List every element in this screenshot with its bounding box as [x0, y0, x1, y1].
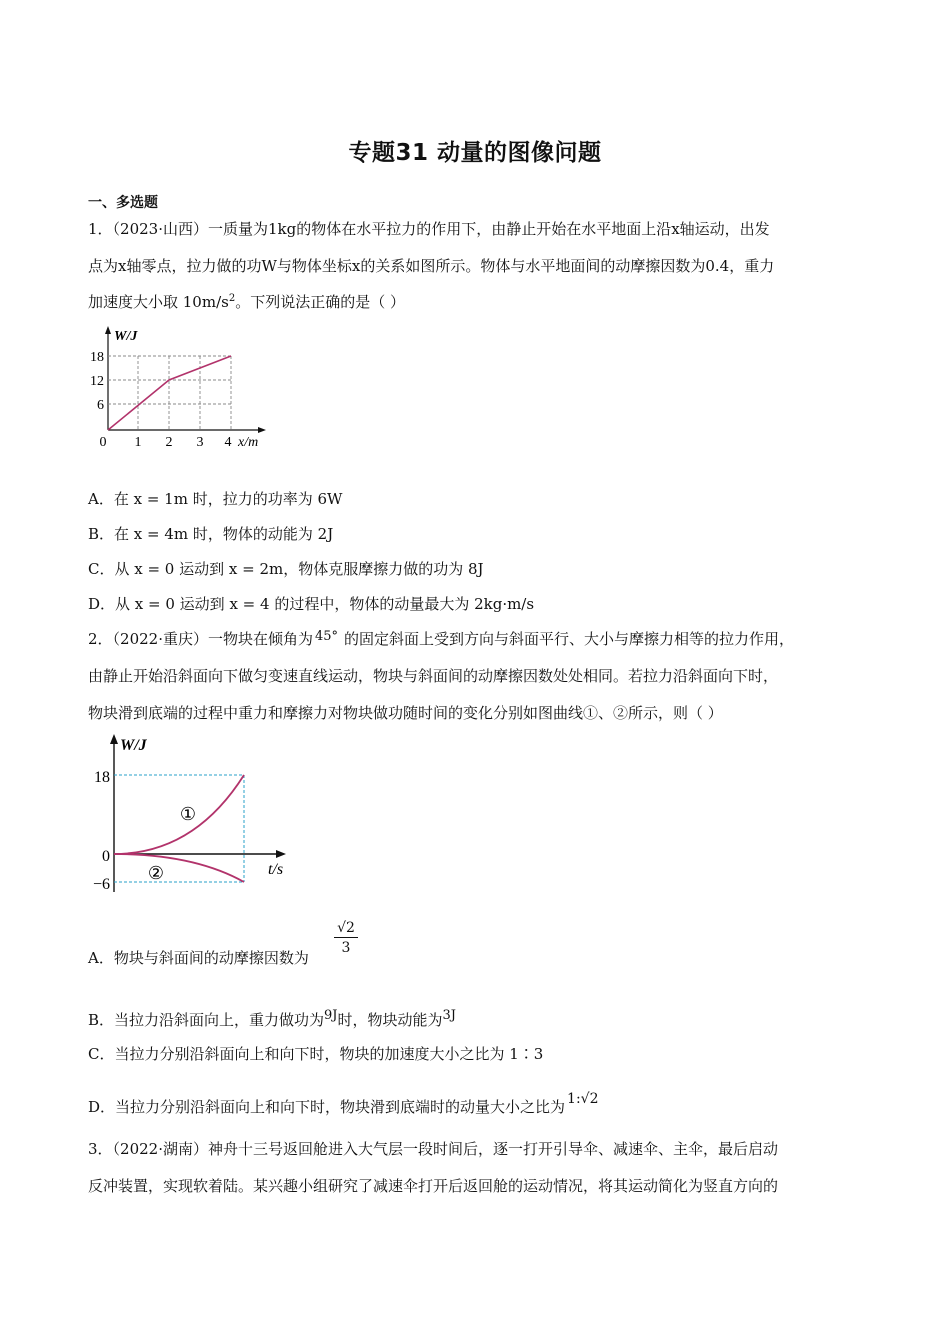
q2-option-d-value: 1:√2: [567, 1091, 599, 1107]
chart1-xtick-1: 1: [134, 435, 142, 450]
chart1-ytick-18: 18: [90, 350, 104, 365]
chart1-xtick-0: 0: [99, 435, 107, 450]
chart2-y-arrow: [110, 734, 118, 744]
fraction-denominator: 3: [341, 940, 351, 956]
q1-line-3-text: 加速度大小取 10m/s: [88, 293, 229, 311]
chart1-xtick-3: 3: [196, 435, 204, 450]
q2-option-b-value-1: 9J: [324, 1008, 338, 1023]
q1-option-d: D．从 x = 0 运动到 x = 4 的过程中，物体的动量最大为 2kg·m/s: [88, 595, 535, 613]
q3-line-2: 反冲装置，实现软着陆。某兴趣小组研究了减速伞打开后返回舱的运动情况，将其运动简化为竖直方向的: [88, 1177, 779, 1195]
q1-line-3-tail: 。下列说法正确的是（ ）: [235, 293, 405, 311]
section-heading: 一、多选题: [88, 195, 158, 211]
chart1-series-line: [108, 356, 231, 430]
q2-option-b-value-2: 3J: [442, 1008, 457, 1023]
chart2-ytick-0: 0: [102, 848, 110, 865]
chart2-x-arrow: [276, 850, 286, 858]
q2-option-b-text: B．当拉力沿斜面向上，重力做功为: [88, 1011, 325, 1029]
q2-option-b: [88, 1008, 456, 1030]
q2-option-d: [88, 1091, 598, 1117]
q2-option-d-text: D．当拉力分别沿斜面向上和向下时，物块滑到底端时的动量大小之比为: [88, 1098, 566, 1116]
q2-option-c: C．当拉力分别沿斜面向上和向下时，物块的加速度大小之比为 1∶3: [88, 1045, 544, 1063]
q1-option-a: A．在 x = 1m 时，拉力的功率为 6W: [88, 490, 343, 508]
q2-option-a-fraction: [334, 920, 358, 956]
chart1-ytick-12: 12: [90, 374, 104, 389]
chart2-guides: [114, 775, 244, 882]
chart1-ytick-6: 6: [97, 398, 104, 413]
chart2-ytick-neg6: −6: [92, 876, 110, 893]
fraction-numerator: √2: [334, 920, 358, 938]
chart1-x-arrow: [258, 427, 266, 433]
page-title: 专题31 动量的图像问题: [348, 140, 602, 166]
q2-line-1-text: 2．（2022·重庆）一物块在倾角为: [88, 630, 313, 648]
chart2-curve-1-label: ①: [179, 804, 197, 824]
q2-line-3: 物块滑到底端的过程中重力和摩擦力对物块做功随时间的变化分别如图曲线①、②所示，则（ ）: [88, 704, 723, 722]
q2-angle: 45°: [315, 629, 339, 644]
q1-line-2: 点为x轴零点，拉力做的功W与物体坐标x的关系如图所示。物体与水平地面间的动摩擦因数为0.4，重力: [88, 257, 775, 275]
q2-line-2: 由静止开始沿斜面向下做匀变速直线运动，物块与斜面间的动摩擦因数处处相同。若拉力沿斜面向下时，: [88, 667, 779, 685]
chart1-xlabel: x/m: [238, 435, 259, 450]
chart2-curve-2-label: ②: [147, 863, 165, 883]
q2-option-a: [88, 947, 309, 968]
chart1-xtick-2: 2: [165, 435, 173, 450]
chart2-xlabel: t/s: [268, 861, 284, 878]
chart-work-vs-position: [84, 322, 274, 450]
chart1-y-arrow: [105, 326, 111, 334]
q1-line-1: 1．（2023·山西）一质量为1kg的物体在水平拉力的作用下，由静止开始在水平地面上沿x轴运动，出发: [88, 220, 770, 238]
chart2-ylabel: W/J: [120, 737, 147, 754]
q1-option-b: B．在 x = 4m 时，物体的动能为 2J: [88, 525, 334, 543]
chart2-ytick-18: 18: [94, 769, 110, 786]
chart1-grid: [108, 356, 231, 430]
q2-line-1-tail: 的固定斜面上受到方向与斜面平行、大小与摩擦力相等的拉力作用，: [344, 630, 795, 648]
q1-superscript: 2: [228, 293, 236, 304]
chart2-curve-2: [114, 854, 244, 882]
chart1-xtick-4: 4: [224, 435, 232, 450]
q1-line-3: [88, 291, 405, 312]
q1-option-c: C．从 x = 0 运动到 x = 2m，物体克服摩擦力做的功为 8J: [88, 560, 484, 578]
q2-option-b-text-2: 时，物块动能为: [337, 1011, 443, 1029]
q2-line-1: [88, 628, 794, 649]
chart-work-vs-time: [84, 730, 294, 898]
q2-option-a-text: A．物块与斜面间的动摩擦因数为: [88, 949, 309, 967]
q3-line-1: 3．（2022·湖南）神舟十三号返回舱进入大气层一段时间后，逐一打开引导伞、减速伞、主伞，最后启动: [88, 1140, 778, 1158]
chart1-ylabel: W/J: [114, 329, 138, 344]
